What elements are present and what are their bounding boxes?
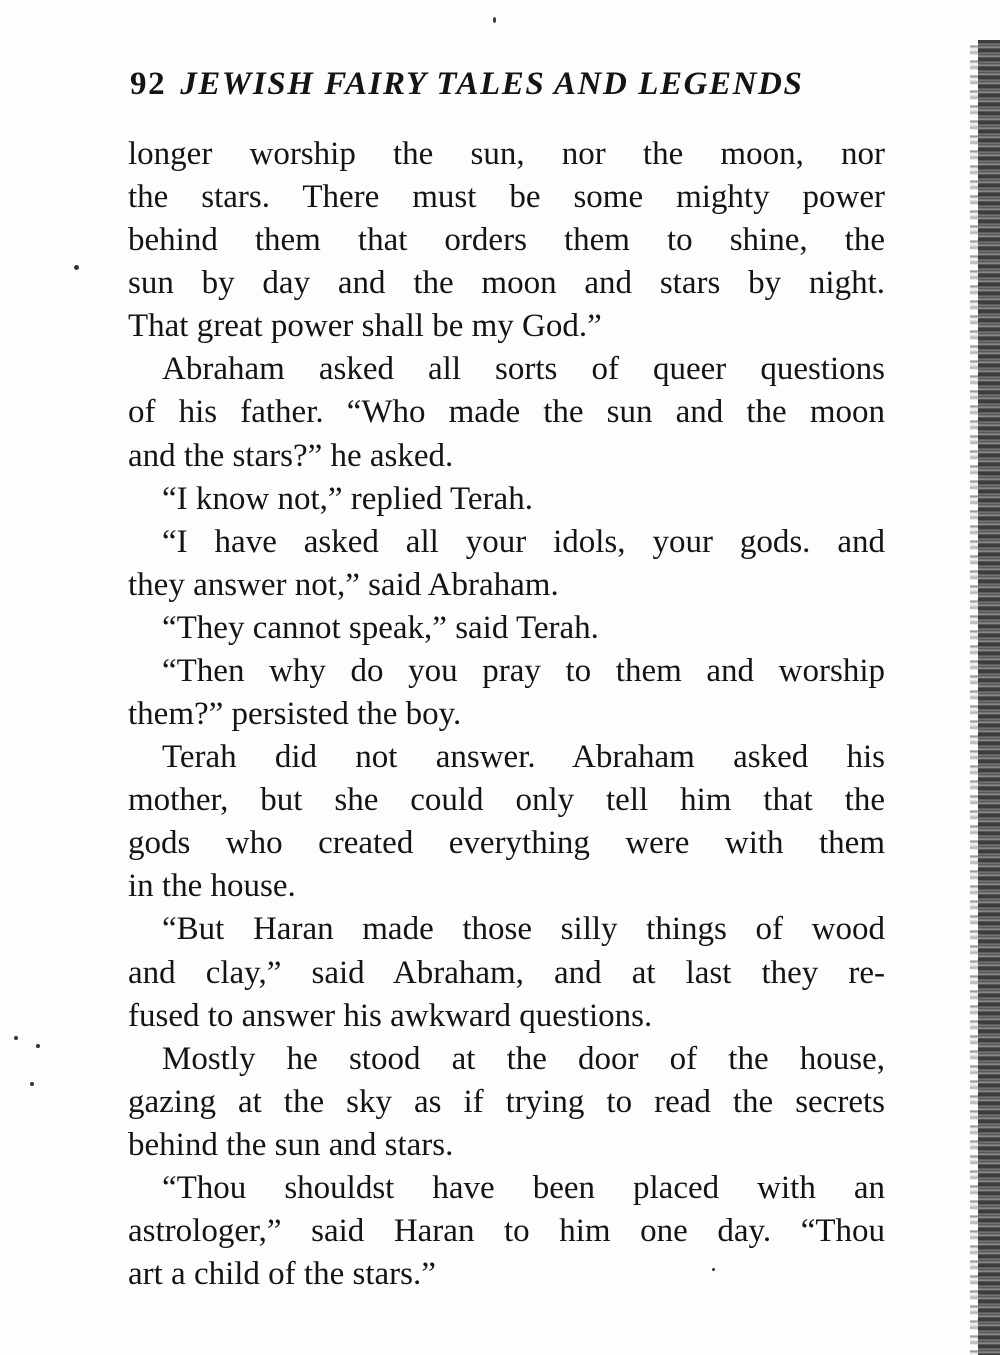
- text-line: astrologer,” said Haran to him one day. “Thou: [128, 1213, 885, 1249]
- text-line: and clay,” said Abraham, and at last they re-: [128, 954, 885, 991]
- text-line: Terah did not answer. Abraham asked his: [162, 739, 885, 776]
- text-line: longer worship the sun, nor the moon, nor: [128, 136, 885, 172]
- text-line: Abraham asked all sorts of queer questions: [162, 351, 885, 388]
- text-line: “They cannot speak,” said Terah.: [162, 609, 599, 646]
- page-number: 92: [130, 66, 167, 102]
- page-edge-shadow: [970, 40, 978, 1355]
- text-line: “Thou shouldst have been placed with an: [162, 1169, 885, 1206]
- scan-speck: [36, 1044, 40, 1048]
- text-line: mother, but she could only tell him that the: [128, 782, 885, 819]
- scan-speck: [14, 1036, 18, 1040]
- text-line: gazing at the sky as if trying to read the secrets: [128, 1083, 885, 1120]
- text-line: behind them that orders them to shine, the: [128, 222, 885, 259]
- text-line: the stars. There must be some mighty power: [128, 179, 885, 216]
- text-line: “But Haran made those silly things of wood: [162, 911, 885, 948]
- text-line: fused to answer his awkward questions.: [128, 997, 653, 1034]
- scan-speck: [30, 1082, 34, 1086]
- running-head: [130, 62, 860, 106]
- text-line: in the house.: [128, 868, 296, 905]
- text-line: behind the sun and stars.: [128, 1126, 454, 1163]
- text-line: sun by day and the moon and stars by night.: [128, 265, 885, 302]
- text-line: Mostly he stood at the door of the house,: [162, 1040, 885, 1077]
- text-line: That great power shall be my God.”: [128, 308, 602, 345]
- page-spine-shadow: [978, 40, 1000, 1355]
- text-line: “Then why do you pray to them and worship: [162, 652, 885, 689]
- scan-speck: [74, 265, 79, 270]
- text-line: they answer not,” said Abraham.: [128, 566, 559, 603]
- text-line: and the stars?” he asked.: [128, 437, 454, 474]
- text-line: art a child of the stars.”: [128, 1256, 436, 1293]
- text-line: “I know not,” replied Terah.: [162, 480, 533, 517]
- text-line: gods who created everything were with them: [128, 825, 885, 862]
- text-line: of his father. “Who made the sun and the moon: [128, 394, 885, 431]
- text-line: them?” persisted the boy.: [128, 696, 462, 733]
- scan-speck: [493, 17, 496, 23]
- book-title: JEWISH FAIRY TALES AND LEGENDS: [180, 66, 804, 102]
- text-line: “I have asked all your idols, your gods. and: [162, 523, 885, 560]
